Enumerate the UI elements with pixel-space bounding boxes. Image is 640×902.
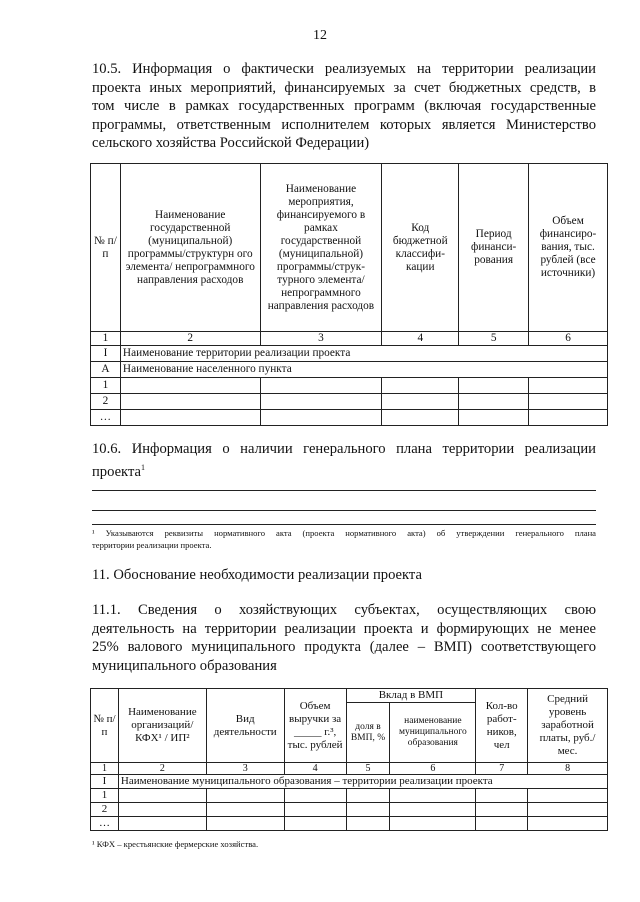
col-header-vmp-municipality: наименование муниципального образования <box>390 703 476 763</box>
table-cell <box>118 817 206 831</box>
row-number: 1 <box>91 378 121 394</box>
table-cell <box>118 803 206 817</box>
text-line: проекта иных мероприятий, финансируемых за счет бюджетных средств, в <box>92 79 596 96</box>
table-cell <box>346 817 390 831</box>
text-line: 10.6. Информация о наличии генерального плана территории реализации <box>92 441 596 457</box>
table-cell <box>284 817 346 831</box>
territory-row-label: Наименование территории реализации проекта <box>120 346 607 362</box>
table-cell <box>528 803 608 817</box>
col-header-num: № п/п <box>91 689 119 763</box>
footnote-2: ¹ КФХ – крестьянские фермерские хозяйства. <box>92 839 259 849</box>
row-number: I <box>91 346 121 362</box>
text-line: деятельность на территории реализации проекта и формирующих не менее <box>92 620 596 637</box>
table-cell <box>120 410 260 426</box>
page-number: 12 <box>313 28 327 43</box>
col-header-financing: Объем финансиро- вания, тыс. рублей (все источники) <box>529 164 608 332</box>
blank-line <box>92 510 596 511</box>
table-cell <box>476 817 528 831</box>
programs-table <box>90 163 608 426</box>
col-number: 4 <box>382 332 459 346</box>
section-11-1-text <box>92 601 596 675</box>
table-cell <box>528 817 608 831</box>
table-row <box>91 410 608 426</box>
col-header-vmp: Вклад в ВМП <box>346 689 476 703</box>
table-cell <box>529 378 608 394</box>
col-number: 6 <box>529 332 608 346</box>
table-cell <box>206 803 284 817</box>
section-11-title: 11. Обоснование необходимости реализации проекта <box>92 567 422 583</box>
section-10-6-text <box>92 440 596 481</box>
table-row <box>91 817 608 831</box>
col-number: 5 <box>346 763 390 775</box>
col-header-revenue: Объем выручки за _____ г.³, тыс. рублей <box>284 689 346 763</box>
text-line: 11.1. Сведения о хозяйствующих субъектах, осуществляющих свою <box>92 602 596 618</box>
row-number: I <box>91 775 119 789</box>
table-cell <box>206 817 284 831</box>
table-cell <box>346 789 390 803</box>
footnote-line: территории реализации проекта. <box>92 540 212 550</box>
table-cell <box>284 789 346 803</box>
col-header-vmp-share: доля в ВМП, % <box>346 703 390 763</box>
table-cell <box>382 394 459 410</box>
footnote-1 <box>92 527 596 551</box>
col-header-activity: Вид деятельности <box>206 689 284 763</box>
text-line: проекта$^1$ <box>92 462 145 480</box>
col-header-budget-code: Код бюджетной классифи- кации <box>382 164 459 332</box>
row-number: 2 <box>91 803 119 817</box>
footnote-line: ¹ Указываются реквизиты нормативного акта (проекта нормативного акта) об утверждении генерального плана <box>92 528 596 538</box>
table-cell <box>260 394 382 410</box>
text-line: том числе в рамках государственных программ (включая государственные <box>92 98 596 114</box>
col-header-org: Наименование организаций/ КФХ¹ / ИП² <box>118 689 206 763</box>
table-cell <box>390 789 476 803</box>
municipality-row-label: Наименование муниципального образования – территории реализации проекта <box>118 775 607 789</box>
table-row <box>91 394 608 410</box>
table-row <box>91 803 608 817</box>
col-header-measure: Наименование мероприятия, финансируемого в рамках государственной (муниципальной) программы/струк- турного элемента/ непрограммного направления расходов <box>260 164 382 332</box>
text-line: сельского хозяйства Российской Федерации) <box>92 135 370 151</box>
col-number: 3 <box>260 332 382 346</box>
col-header-program: Наименование государственной (муниципальной) программы/структурн ого элемента/ непрограммного направления расходов <box>120 164 260 332</box>
table-cell <box>476 789 528 803</box>
text-line: муниципального образования <box>92 657 277 674</box>
table-row <box>91 789 608 803</box>
footnote-separator <box>92 524 596 525</box>
settlement-row-label: Наименование населенного пункта <box>120 362 607 378</box>
table-cell <box>206 789 284 803</box>
col-number: 5 <box>459 332 529 346</box>
entities-table <box>90 688 608 831</box>
table-cell <box>529 410 608 426</box>
col-number: 1 <box>91 763 119 775</box>
blank-line <box>92 490 596 491</box>
col-number: 2 <box>118 763 206 775</box>
col-number: 8 <box>528 763 608 775</box>
table-cell <box>459 394 529 410</box>
table-cell <box>390 803 476 817</box>
footnote-ref: 1 <box>141 462 145 472</box>
table-cell <box>260 378 382 394</box>
section-10-5-text <box>92 60 596 153</box>
table-cell <box>529 394 608 410</box>
col-number: 3 <box>206 763 284 775</box>
table-cell <box>382 410 459 426</box>
table-cell <box>260 410 382 426</box>
col-number: 7 <box>476 763 528 775</box>
table-cell <box>284 803 346 817</box>
table-cell <box>528 789 608 803</box>
col-header-salary: Средний уровень заработной платы, руб./ мес. <box>528 689 608 763</box>
table-cell <box>390 817 476 831</box>
table-cell <box>382 378 459 394</box>
row-number: … <box>91 817 119 831</box>
col-number: 1 <box>91 332 121 346</box>
table-cell <box>459 378 529 394</box>
col-number: 6 <box>390 763 476 775</box>
col-number: 4 <box>284 763 346 775</box>
row-number: 2 <box>91 394 121 410</box>
text-line: 25% валового муниципального продукта (далее – ВМП) соответствующего <box>92 639 596 655</box>
row-number: 1 <box>91 789 119 803</box>
col-header-workers: Кол-во работ- ников, чел <box>476 689 528 763</box>
col-header-num: № п/п <box>91 164 121 332</box>
table-cell <box>346 803 390 817</box>
text-line: программы, ответственным исполнителем которых является Министерство <box>92 116 596 133</box>
col-number: 2 <box>120 332 260 346</box>
text-line: 10.5. Информация о фактически реализуемых на территории реализации <box>92 61 596 77</box>
table-cell <box>120 394 260 410</box>
table-cell <box>476 803 528 817</box>
table-cell <box>459 410 529 426</box>
col-header-period: Период финанси- рования <box>459 164 529 332</box>
table-row <box>91 378 608 394</box>
row-number: А <box>91 362 121 378</box>
row-number: … <box>91 410 121 426</box>
table-cell <box>118 789 206 803</box>
table-cell <box>120 378 260 394</box>
